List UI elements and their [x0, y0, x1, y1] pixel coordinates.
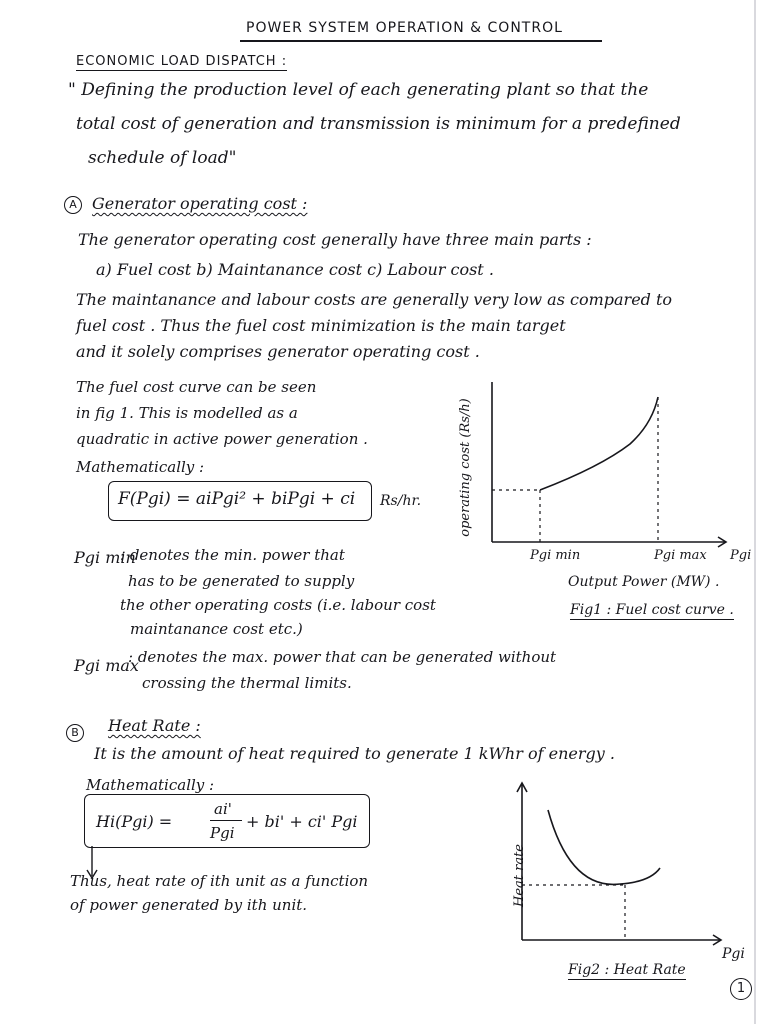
definition-line-1: " Defining the production level of each generating plant so that the — [68, 80, 649, 100]
side-text-4: Mathematically : — [76, 458, 205, 476]
fuel-cost-formula: F(Pgi) = aiPgi² + biPgi + ci — [118, 489, 356, 509]
pmin-desc-4: maintanance cost etc.) — [130, 620, 303, 638]
heat-rate-formula-right: + bi' + ci' Pgi — [246, 812, 358, 831]
section-b-line: It is the amount of heat required to generate 1 kWhr of energy . — [94, 744, 615, 763]
pmin-label: Pgi min — [74, 548, 136, 567]
heat-rate-formula-left: Hi(Pgi) = — [96, 812, 173, 831]
heat-rate-plot — [510, 780, 740, 950]
section-a-para-1: The maintanance and labour costs are generally very low as compared to — [76, 290, 673, 309]
heat-rate-fraction-bar — [210, 820, 242, 821]
page-number: 1 — [730, 978, 752, 1000]
fig1-xtick-min: Pgi min — [530, 548, 581, 563]
thus-line-1: Thus, heat rate of ith unit as a function — [70, 872, 369, 890]
section-a-para-2: fuel cost . Thus the fuel cost minimization is the main target — [76, 316, 566, 335]
definition-line-2: total cost of generation and transmission is minimum for a predefined — [76, 114, 681, 134]
section-a-para-3: and it solely comprises generator operating cost . — [76, 342, 480, 361]
section-b-marker: B — [66, 724, 84, 742]
pmin-desc-3: the other operating costs (i.e. labour cost — [120, 596, 436, 614]
header-underline — [240, 40, 602, 42]
fig1-caption: Fig1 : Fuel cost curve . — [570, 602, 734, 618]
fuel-cost-plot — [480, 372, 768, 572]
fig2-xaxis-end: Pgi — [722, 946, 745, 962]
section-a-intro: The generator operating cost generally have three main parts : — [78, 230, 592, 249]
fig1-ylabel: operating cost (Rs/h) — [457, 398, 473, 537]
side-text-3: quadratic in active power generation . — [76, 430, 368, 448]
heat-rate-formula-den: Pgi — [210, 824, 235, 842]
section-a-heading: Generator operating cost : — [92, 194, 308, 213]
heat-rate-curve — [548, 810, 660, 884]
section-a-marker: A — [64, 196, 82, 214]
fig1-xtick-max: Pgi max — [654, 548, 707, 563]
fig2-ylabel: Heat rate — [512, 843, 528, 908]
fig1-xlabel: Output Power (MW) . — [568, 574, 720, 590]
section-title: ECONOMIC LOAD DISPATCH : — [76, 54, 288, 69]
pmax-desc-1: : denotes the max. power that can be generated without — [128, 648, 557, 666]
fuel-cost-curve — [540, 397, 658, 490]
definition-line-3: schedule of load" — [88, 148, 237, 168]
page-header: POWER SYSTEM OPERATION & CONTROL — [246, 20, 563, 36]
thus-line-2: of power generated by ith unit. — [70, 896, 308, 914]
section-a-parts: a) Fuel cost b) Maintanance cost c) Labour cost . — [96, 260, 494, 279]
heat-rate-formula-num: ai' — [214, 800, 232, 818]
fig1-xaxis-end: Pgi — [730, 548, 752, 563]
side-text-2: in fig 1. This is modelled as a — [76, 404, 298, 422]
pmax-desc-2: crossing the thermal limits. — [142, 674, 352, 692]
pmin-desc-2: has to be generated to supply — [128, 572, 355, 590]
pmax-label: Pgi max — [74, 656, 139, 675]
fig2-caption: Fig2 : Heat Rate — [568, 962, 686, 978]
pmin-desc-1: : denotes the min. power that — [120, 546, 345, 564]
side-text-1: The fuel cost curve can be seen — [76, 378, 317, 396]
fuel-cost-unit: Rs/hr. — [380, 493, 422, 509]
section-b-math: Mathematically : — [86, 776, 215, 794]
section-b-heading: Heat Rate : — [108, 716, 201, 735]
